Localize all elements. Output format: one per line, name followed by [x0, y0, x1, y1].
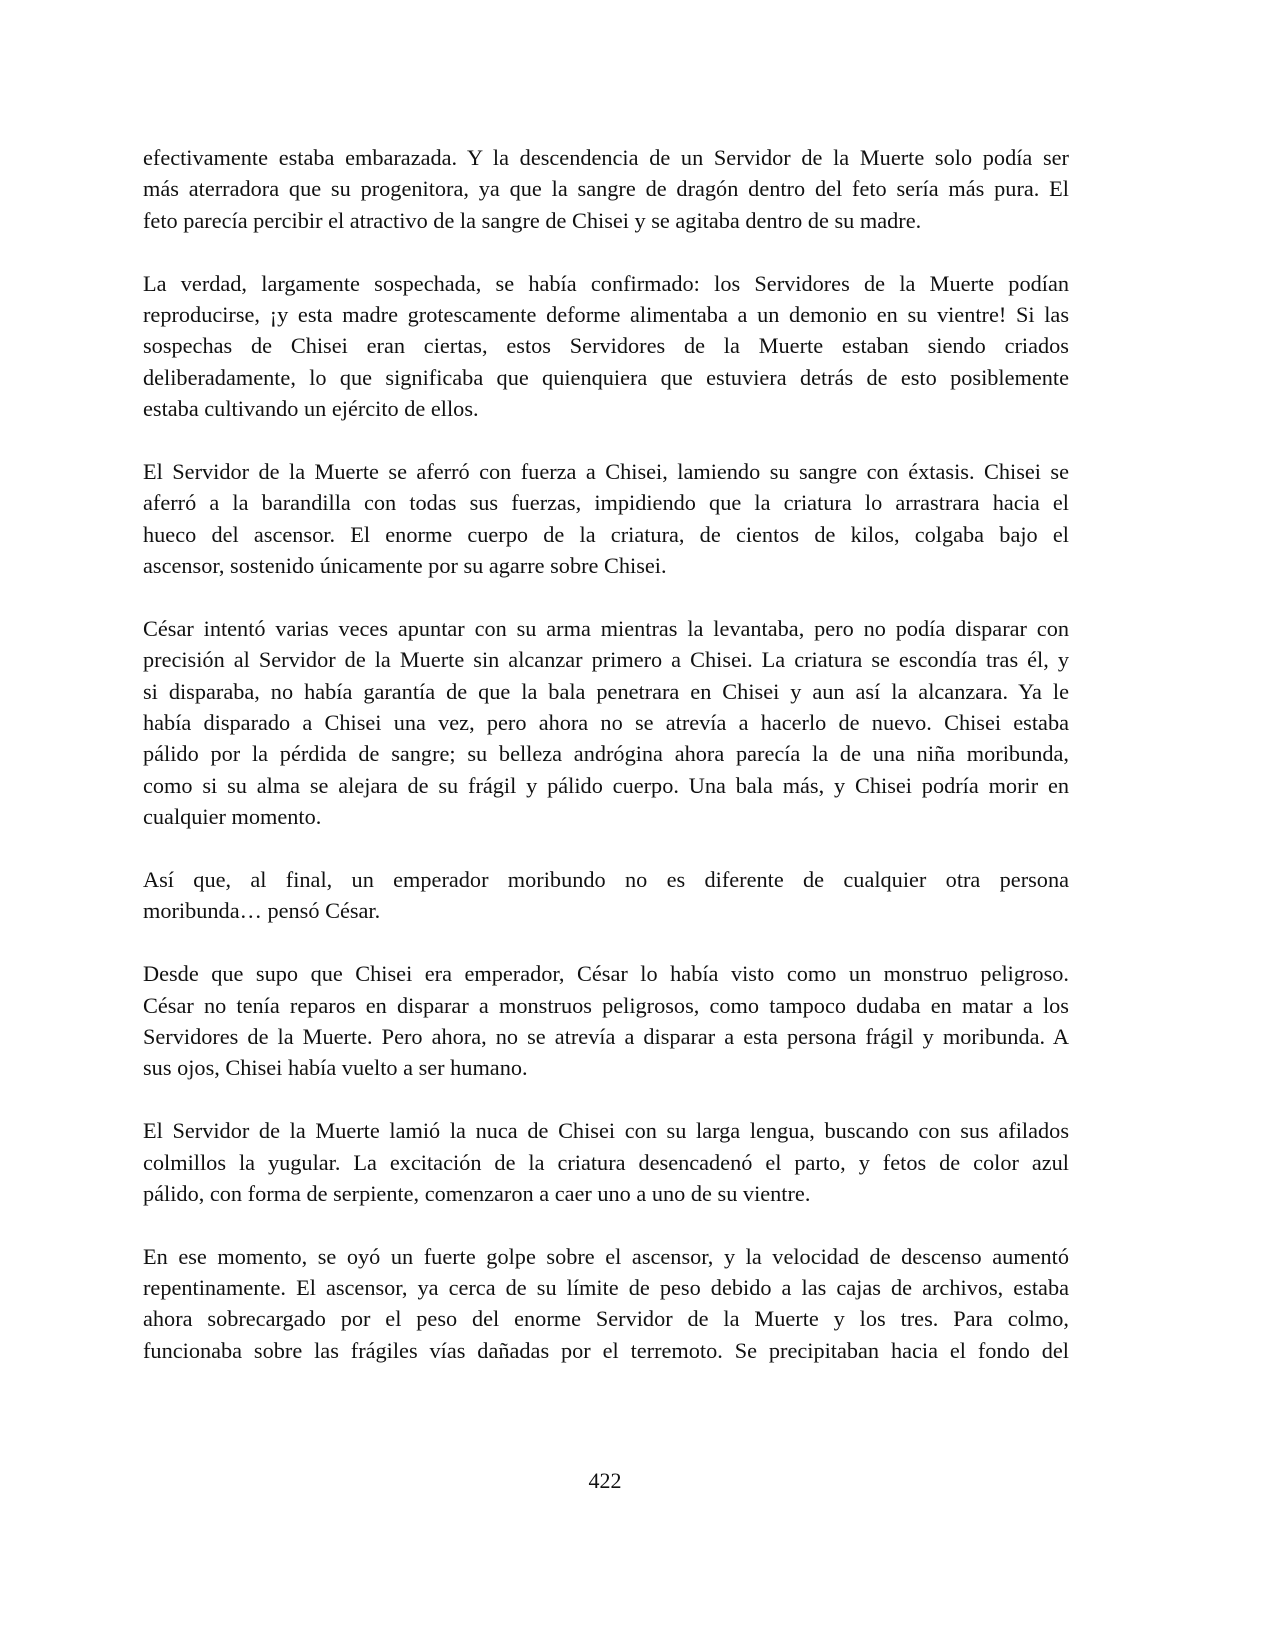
paragraph	[143, 613, 1069, 833]
paragraph	[143, 456, 1069, 582]
text-line: colmillos la yugular. La excitación de la criatura desencadenó el parto, y fetos de color azul	[143, 1149, 1069, 1175]
text-line: hueco del ascensor. El enorme cuerpo de la criatura, de cientos de kilos, colgaba bajo el	[143, 521, 1069, 547]
text-line: repentinamente. El ascensor, ya cerca de su límite de peso debido a las cajas de archivos, estaba	[143, 1275, 1069, 1301]
text-line: El Servidor de la Muerte lamió la nuca de Chisei con su larga lengua, buscando con sus afilados	[143, 1118, 1069, 1144]
text-line: sospechas de Chisei eran ciertas, estos Servidores de la Muerte estaban siendo criados	[143, 333, 1069, 359]
text-line: Servidores de la Muerte. Pero ahora, no se atrevía a disparar a esta persona frágil y moribunda. A	[143, 1023, 1069, 1049]
text-line: estaba cultivando un ejército de ellos.	[143, 396, 479, 422]
paragraph	[143, 268, 1069, 425]
text-line: César intentó varias veces apuntar con su arma mientras la levantaba, pero no podía disparar con	[143, 615, 1069, 641]
text-line: sus ojos, Chisei había vuelto a ser humano.	[143, 1055, 528, 1081]
text-line: efectivamente estaba embarazada. Y la descendencia de un Servidor de la Muerte solo podía ser	[143, 145, 1069, 170]
text-line: pálido, con forma de serpiente, comenzaron a caer uno a uno de su vientre.	[143, 1180, 811, 1206]
text-line: Desde que supo que Chisei era emperador, César lo había visto como un monstruo peligroso.	[143, 961, 1069, 987]
text-line: feto parecía percibir el atractivo de la sangre de Chisei y se agitaba dentro de su madre.	[143, 207, 922, 233]
text-line: cualquier momento.	[143, 804, 322, 830]
text-line: había disparado a Chisei una vez, pero ahora no se atrevía a hacerlo de nuevo. Chisei estaba	[143, 710, 1069, 736]
text-line: En ese momento, se oyó un fuerte golpe sobre el ascensor, y la velocidad de descenso aumentó	[143, 1243, 1069, 1269]
text-line: deliberadamente, lo que significaba que quienquiera que estuviera detrás de esto posiblemente	[143, 364, 1069, 390]
paragraph	[143, 1241, 1069, 1367]
text-line: más aterradora que su progenitora, ya que la sangre de dragón dentro del feto sería más pura. El	[143, 176, 1069, 202]
paragraph	[143, 864, 1069, 927]
text-line: El Servidor de la Muerte se aferró con fuerza a Chisei, lamiendo su sangre con éxtasis. Chisei se	[143, 458, 1069, 484]
text-line: precisión al Servidor de la Muerte sin alcanzar primero a Chisei. La criatura se escondía tras él, y	[143, 647, 1069, 673]
paragraph	[143, 958, 1069, 1084]
text-line: César no tenía reparos en disparar a monstruos peligrosos, como tampoco dudaba en matar a los	[143, 992, 1069, 1018]
text-line: si disparaba, no había garantía de que la bala penetrara en Chisei y aun así la alcanzara. Ya le	[143, 678, 1069, 704]
text-line: La verdad, largamente sospechada, se había confirmado: los Servidores de la Muerte podían	[143, 270, 1069, 296]
text-line: moribunda… pensó César.	[143, 898, 381, 924]
page-number: 422	[588, 1468, 622, 1493]
text-line: aferró a la barandilla con todas sus fuerzas, impidiendo que la criatura lo arrastrara hacia el	[143, 490, 1069, 516]
text-line: funcionaba sobre las frágiles vías dañadas por el terremoto. Se precipitaban hacia el fondo del	[143, 1337, 1069, 1363]
text-line: reproducirse, ¡y esta madre grotescamente deforme alimentaba a un demonio en su vientre! Si las	[143, 301, 1069, 327]
text-line: Así que, al final, un emperador moribundo no es diferente de cualquier otra persona	[143, 866, 1069, 892]
text-line: como si su alma se alejara de su frágil y pálido cuerpo. Una bala más, y Chisei podría morir en	[143, 772, 1069, 798]
text-line: ahora sobrecargado por el peso del enorme Servidor de la Muerte y los tres. Para colmo,	[143, 1306, 1069, 1332]
text-line: pálido por la pérdida de sangre; su belleza andrógina ahora parecía la de una niña moribunda,	[143, 741, 1069, 767]
body-text	[143, 142, 1069, 1398]
paragraph	[143, 1115, 1069, 1209]
paragraph	[143, 142, 1069, 236]
text-line: ascensor, sostenido únicamente por su agarre sobre Chisei.	[143, 553, 667, 579]
